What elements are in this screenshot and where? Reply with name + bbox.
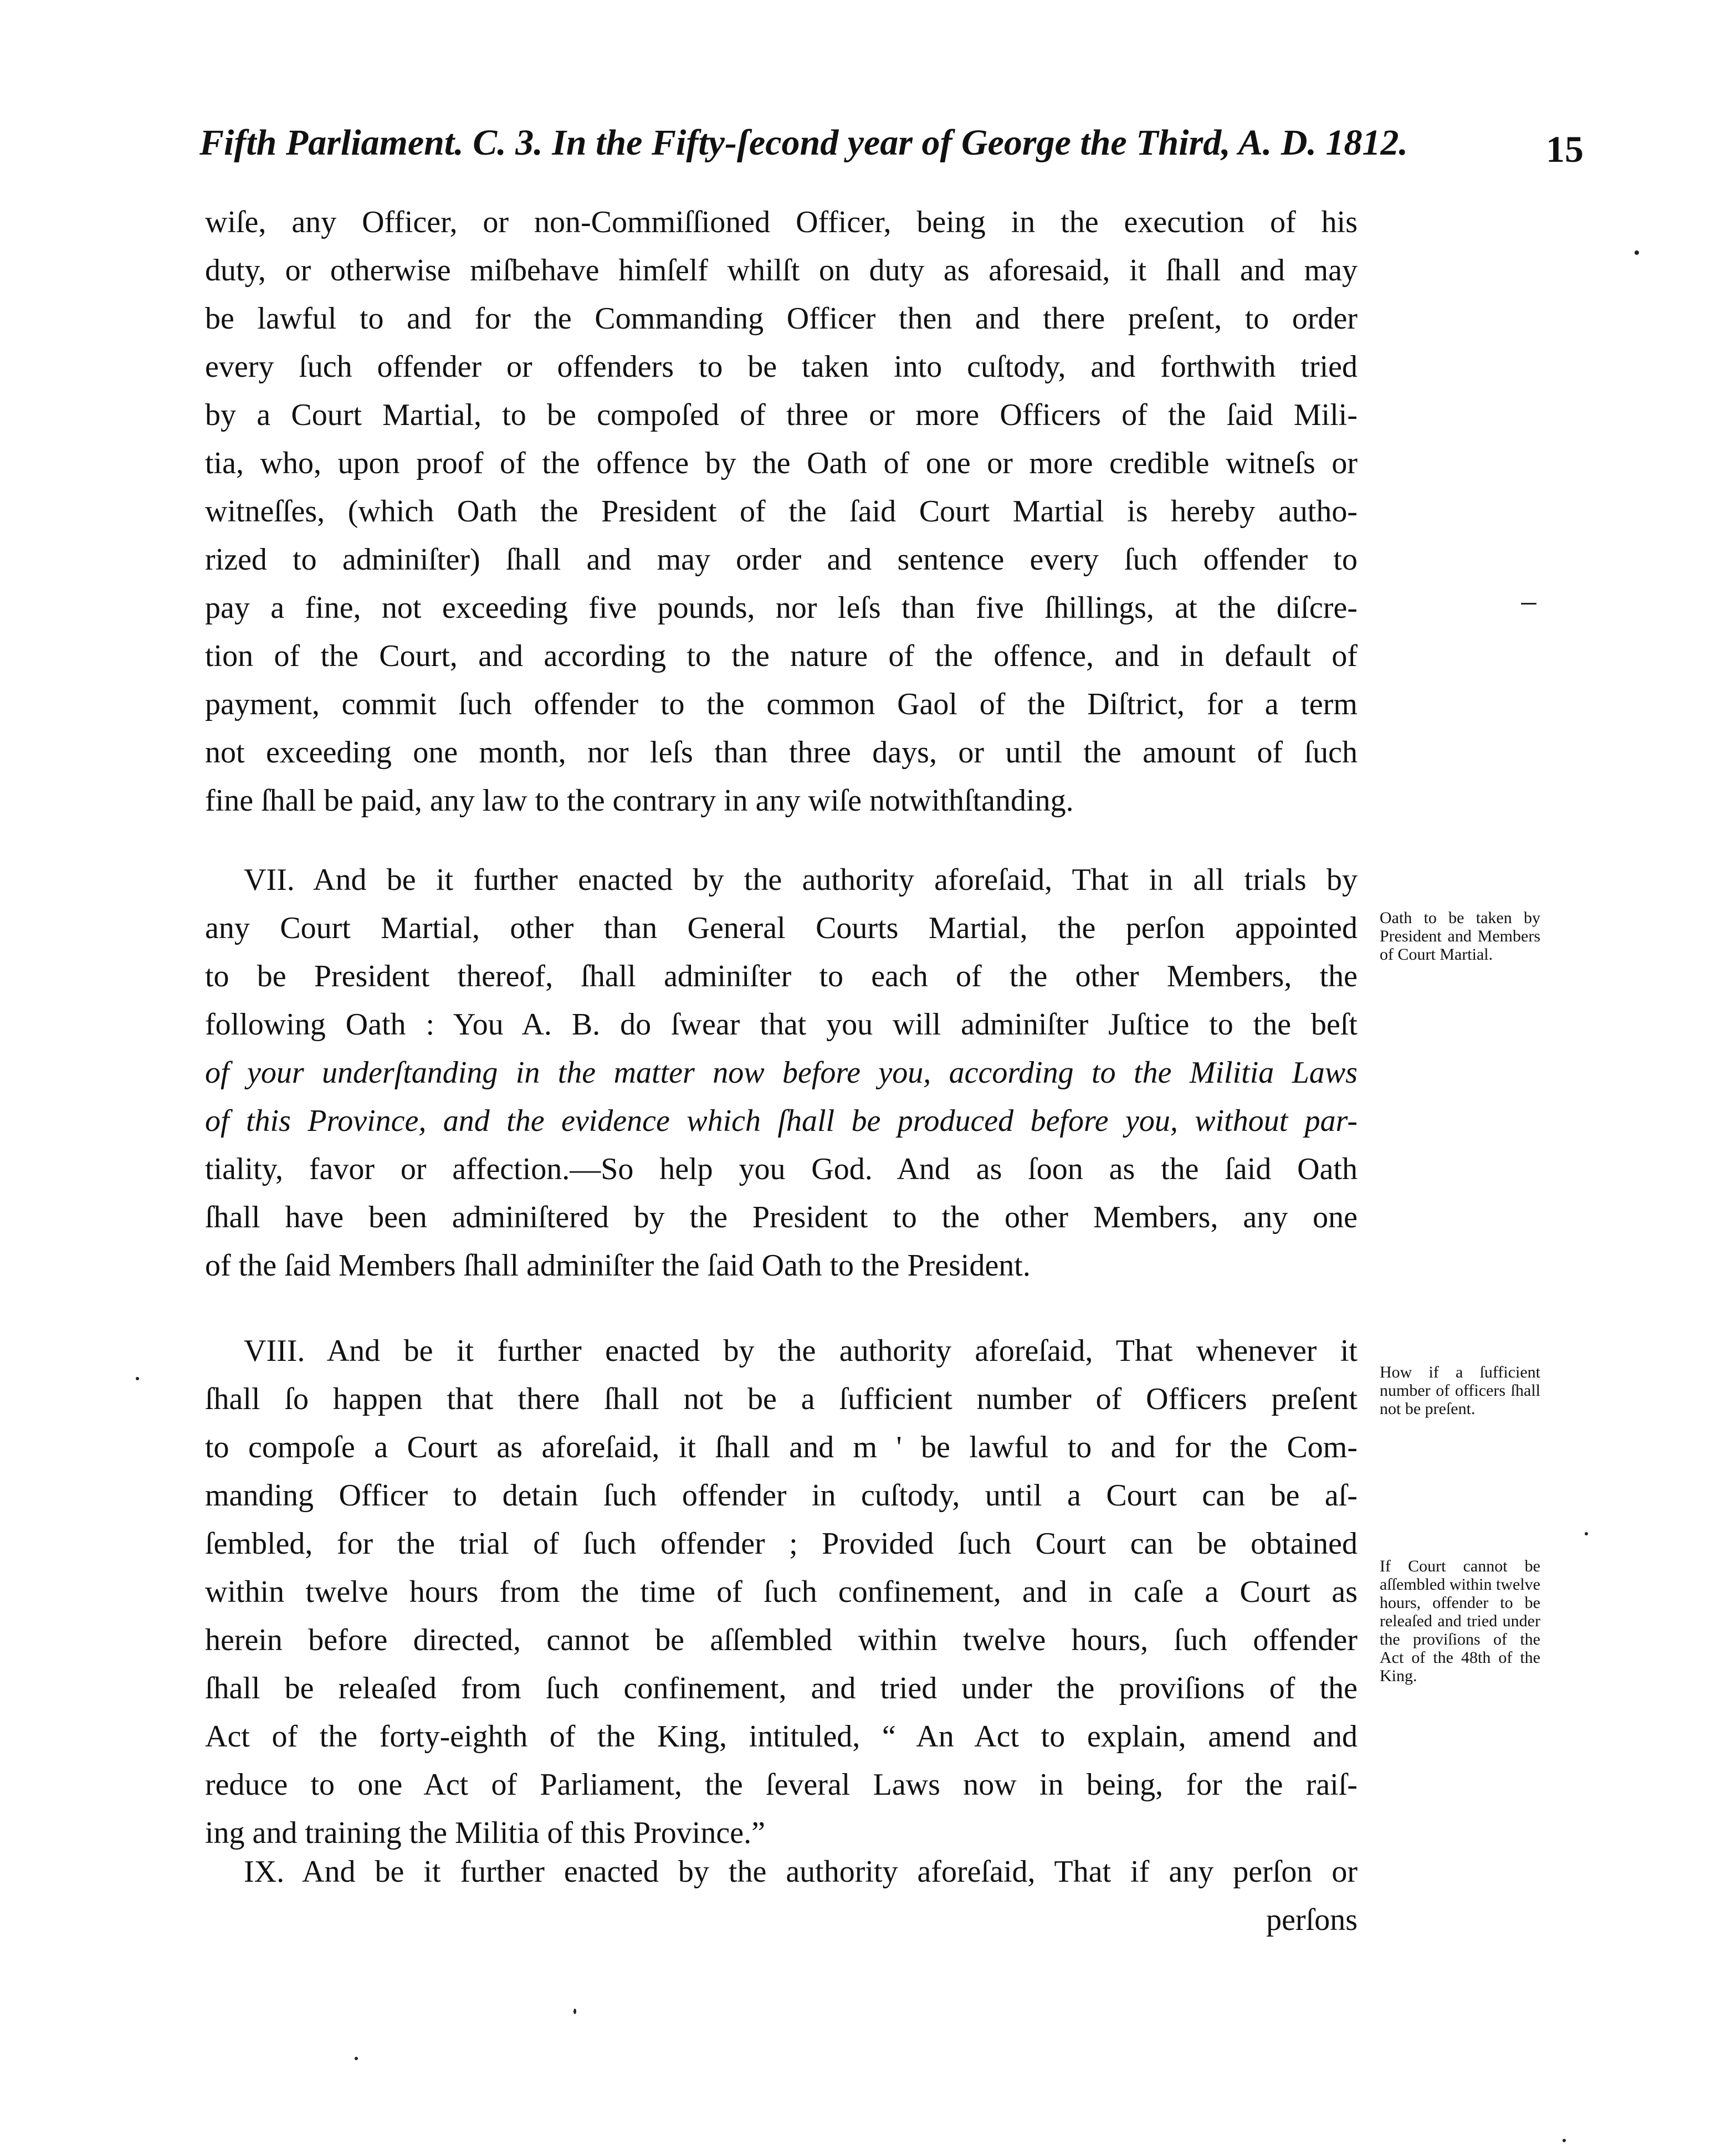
text-line: rized to adminiſter) ſhall and may order and sentence every ſuch offender to: [205, 542, 1358, 577]
text-line: any Court Martial, other than General Courts Martial, the perſon appointed: [205, 911, 1358, 945]
text-line: ſhall ſo happen that there ſhall not be a ſufficient number of Officers preſent: [205, 1382, 1358, 1416]
scan-speck: [1563, 2139, 1566, 2142]
text-line: payment, commit ſuch offender to the common Gaol of the Diſtrict, for a term: [205, 687, 1358, 721]
paragraph-section-viii: [205, 1327, 1358, 1857]
paragraph-continuation: [205, 198, 1358, 825]
text-line: fine ſhall be paid, any law to the contrary in any wiſe notwithſtanding.: [205, 783, 1074, 818]
text-line: tion of the Court, and according to the nature of the offence, and in default of: [205, 639, 1358, 673]
page-number: 15: [1546, 128, 1584, 170]
scan-speck: [1585, 1532, 1588, 1535]
text-line: reduce to one Act of Parliament, the ſeveral Laws now in being, for the raiſ-: [205, 1768, 1358, 1802]
text-line: manding Officer to detain ſuch offender in cuſtody, until a Court can be aſ-: [205, 1478, 1358, 1513]
text-line: by a Court Martial, to be compoſed of three or more Officers of the ſaid Mili-: [205, 398, 1358, 432]
text-line: Act of the forty-eighth of the King, intituled, “ An Act to explain, amend and: [205, 1719, 1358, 1754]
text-line: be lawful to and for the Commanding Officer then and there preſent, to order: [205, 301, 1358, 336]
text-line: IX. And be it further enacted by the authority aforeſaid, That if any perſon or: [244, 1855, 1358, 1889]
text-line: of the ſaid Members ſhall adminiſter the ſaid Oath to the President.: [205, 1248, 1031, 1283]
catchword: perſons: [1266, 1903, 1358, 1937]
text-line: tia, who, upon proof of the offence by the Oath of one or more credible witneſs or: [205, 446, 1358, 480]
margin-note-court-not-assembled: If Court cannot be aſſembled within twelve hours, offender to be releaſed and tried under the proviſions of the Act of the 48th of the King.: [1380, 1557, 1540, 1685]
text-line: witneſſes, (which Oath the President of the ſaid Court Martial is hereby autho-: [205, 494, 1358, 529]
text-line: following Oath : You A. B. do ſwear that you will adminiſter Juſtice to the beſt: [205, 1007, 1358, 1042]
text-line: of your underſtanding in the matter now before you, according to the Militia Laws: [205, 1056, 1358, 1090]
text-line: ſhall have been adminiſtered by the President to the other Members, any one: [205, 1200, 1358, 1235]
text-line: tiality, favor or affection.—So help you God. And as ſoon as the ſaid Oath: [205, 1152, 1358, 1186]
text-line: herein before directed, cannot be aſſembled within twelve hours, ſuch offender: [205, 1623, 1358, 1657]
scan-speck: [573, 2009, 576, 2014]
text-line: wiſe, any Officer, or non-Commiſſioned Officer, being in the execution of his: [205, 205, 1358, 239]
scan-speck: [136, 1377, 139, 1380]
text-line: to be President thereof, ſhall adminiſter to each of the other Members, the: [205, 959, 1358, 993]
text-line: VII. And be it further enacted by the authority aforeſaid, That in all trials by: [244, 863, 1358, 897]
margin-note-oath: Oath to be taken by President and Members of Court Martial.: [1380, 909, 1540, 964]
text-line: within twelve hours from the time of ſuch confinement, and in caſe a Court as: [205, 1575, 1358, 1609]
text-line: not exceeding one month, nor leſs than three days, or until the amount of ſuch: [205, 735, 1358, 770]
text-line: VIII. And be it further enacted by the authority aforeſaid, That whenever it: [244, 1334, 1358, 1368]
text-line: of this Province, and the evidence which ſhall be produced before you, without par-: [205, 1104, 1358, 1138]
margin-note-insufficient-officers: How if a ſufficient number of officers ſhall not be preſent.: [1380, 1363, 1540, 1418]
text-line: ing and training the Militia of this Province.”: [205, 1816, 765, 1850]
scan-speck: [1635, 250, 1639, 255]
scan-speck: [355, 2057, 358, 2060]
running-head: Fifth Parliament. C. 3. In the Fifty-ſecond year of George the Third, A. D. 1812.: [199, 122, 1408, 163]
paragraph-section-vii: [205, 856, 1358, 1290]
paragraph-section-ix: [205, 1848, 1358, 1944]
text-line: ſembled, for the trial of ſuch offender ; Provided ſuch Court can be obtained: [205, 1527, 1358, 1561]
text-line: duty, or otherwise miſbehave himſelf whilſt on duty as aforesaid, it ſhall and may: [205, 253, 1358, 288]
scan-speck: [1521, 603, 1536, 605]
text-line: ſhall be releaſed from ſuch confinement, and tried under the proviſions of the: [205, 1671, 1358, 1706]
text-line: every ſuch offender or offenders to be taken into cuſtody, and forthwith tried: [205, 350, 1358, 384]
text-line: to compoſe a Court as aforeſaid, it ſhall and m ' be lawful to and for the Com-: [205, 1430, 1358, 1464]
text-line: pay a fine, not exceeding five pounds, nor leſs than five ſhillings, at the diſcre-: [205, 591, 1358, 625]
